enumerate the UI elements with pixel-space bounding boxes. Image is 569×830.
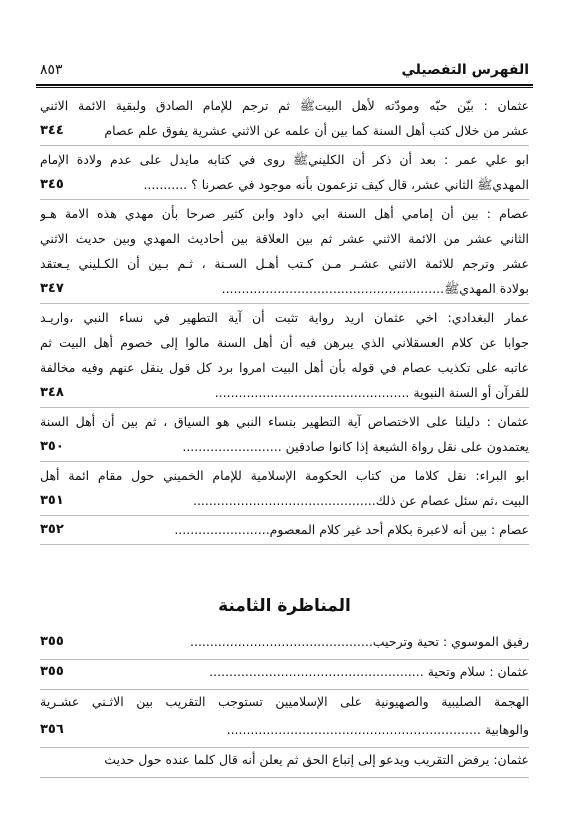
index-entry-page-number: ٣٥٥ [40,634,64,649]
entry-separator [40,515,529,516]
index-entry-line: الثاني عشر من الائمة الاثني عشر ثم بين العلاقة بين أحاديث المهدي وبين حديث الاثني [40,231,529,246]
index-entry-page-number: ٣٥٢ [40,522,64,537]
index-entry-line: عصام : بين أن إمامي أهل السنة ابي داود وابن كثير صرحا بأن مهدي هذه الامة هـو [40,206,529,221]
index-entry-page-number: ٣٤٤ [40,123,64,138]
index-entry-line: عشر وترجم للائمة الاثني عشـر مـن كـتب أهـل السـنة ، ثـم بـين أن الكـليني يـعتقد [40,256,529,271]
index-entry-line: عثمان : بيّن حبّه ومودّته لأهل البيتﷺ ثم ترجم للإمام الصادق ولبقية الائمة الاثني [40,98,529,113]
index-entry-page-number: ٣٤٧ [40,281,64,296]
entry-separator [40,199,529,200]
index-entry-page-number: ٣٥١ [40,493,64,508]
index-entry-line: ابو البراء: نقل كلاما من كتاب الحكومة الإسلامية للإمام الخميني حول مقام ائمة أهل [40,468,529,483]
index-entry-line: جوابا عن كلام العسقلاني الذي يبرهن فيه أن أهل السنة مالوا إلى خصوم أهل البيت ثم [40,335,529,350]
index-entry-line: عشر من خلال كتب أهل السنة كما بين أن علمه عن الاثني عشرية يفوق علم عصام [104,123,529,138]
entry-separator [40,145,529,146]
index-entry-page-number: ٣٥٠ [40,439,64,454]
entry-separator [40,303,529,304]
index-entry-line: عثمان: يرفض التقريب ويدعو إلى إتباع الحق ثم يعلن أنه قال كلما عنده حول حديث [104,752,529,767]
index-entry-line: والوهابية ................................................................ [226,722,529,737]
index-entry-line: للقرآن أو السنة النبوية ................................................. [214,385,529,400]
index-entry-line: ابو علي عمر : بعد أن ذكر أن الكلينيﷺ روى في كتابه مايدل على عدم ولادة الإمام [40,152,529,167]
index-entry-line: عمار البغدادي: اخي عثمان اريد رواية تثبت أن آية التطهير في نساء النبي ،واريـد [40,310,529,325]
index-entry-line: رفيق الموسوي : تحية وترحيب.............................................. [190,634,529,649]
index-entry-line: بولادة المهديﷺ........................................................ [221,281,529,296]
running-header-page-number: ٨٥٣ [40,62,63,78]
section-title: المناظرة الثامنة [218,596,351,616]
entry-separator [40,777,529,778]
index-entry-line: عصام : بين أنه لاعبرة بكلام أحد غير كلام المعصوم........................ [174,522,529,537]
index-entry-line: المهديﷺ الثاني عشر، قال كيف تزعمون بأنه موجود في عصرنا ؟ ........... [143,177,529,192]
entry-separator [40,407,529,408]
index-entry-page-number: ٣٥٦ [40,722,64,737]
index-entry-line: الهجمة الصليبية والصهيونية على الإسلاميين تستوجب التقريب بين الاثـني عشـرية [40,694,529,709]
header-rule-thin [36,87,533,88]
index-entry-page-number: ٣٤٨ [40,385,64,400]
index-entry-line: البيت ،ثم سئل عصام عن ذلك.............................................. [192,493,529,508]
index-entry-page-number: ٣٥٥ [40,664,64,679]
entry-separator [40,544,529,545]
index-entry-line: عثمان : دليلنا على الاختصاص آية التطهير بنساء النبي هو السياق ، ثم بين أن أهل السنة [40,414,529,429]
running-header-title: الفهرس التفصيلي [401,62,529,78]
index-entry-line: عاتبه على تكذيب عصام في قوله بأن أهل البيت امروا برد كل قول ينقل عنهم وفيه مخالفة [40,360,529,375]
index-entry-line: عثمان : سلام وتحية ...................................................... [209,664,529,679]
header-rule [36,84,533,86]
index-entry-page-number: ٣٤٥ [40,177,64,192]
entry-separator [40,461,529,462]
index-entry-line: يعتمدون على نقل رواة الشيعة إذا كانوا صادقين ......................... [182,439,529,454]
